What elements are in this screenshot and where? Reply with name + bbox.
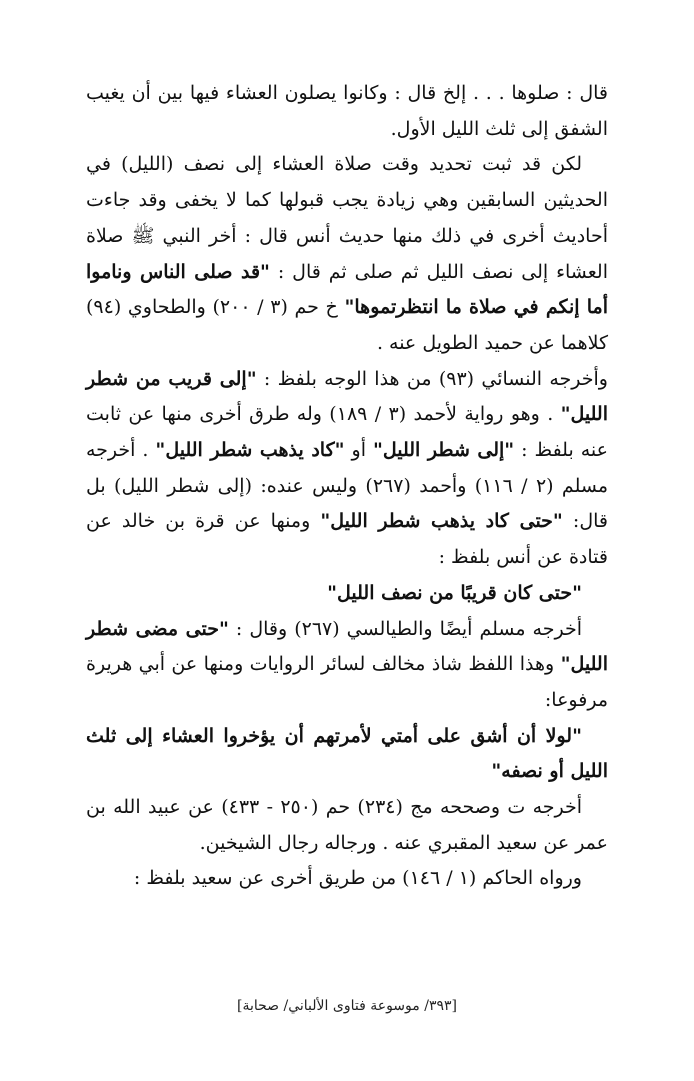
hadith-quote-1: "قد صلى الناس وناموا أما إنكم في صلاة ما انتظرتموها": [86, 260, 609, 319]
paragraph-2: [86, 147, 608, 361]
page-footer: [٣٩٣/ موسوعة فتاوى الألباني/ صحابة]: [237, 998, 457, 1014]
paragraph-1: [86, 76, 608, 147]
paragraph-5: أخرجه ت وصححه مج (٢٣٤) حم (٢٥٠ - ٤٣٣) عن عبيد الله بن عمر عن سعيد المقبري عنه . ورجاله رجال الشيخين.: [86, 796, 608, 854]
hadith-quote-2: "إلى قريب من شطر الليل": [86, 367, 608, 426]
paragraph-3-text-a: وأخرجه النسائي (٩٣) من هذا الوجه بلفظ :: [263, 367, 608, 390]
hadith-quote-6: "حتى كان قريبًا من نصف الليل": [327, 581, 582, 604]
paragraph-2-text: لكن قد ثبت تحديد وقت صلاة العشاء إلى نصف (الليل) في الحديثين السابقين وهي زيادة يجب قبولها كما لا يخفى وقد جاءت أحاديث أخرى في ذلك منها حديث أنس قال : أخر النبي ﷺ صلاة العشاء إلى نصف الليل ثم صلى ثم قال :: [86, 153, 608, 283]
paragraph-4: [86, 612, 608, 719]
hadith-quote-5: "حتى كاد يذهب شطر الليل": [320, 510, 563, 533]
paragraph-2-source: خ حم (٣ / ٢٠٠) والطحاوي (٩٤) كلاهما عن حميد الطويل عنه .: [86, 296, 608, 354]
hadith-quote-7: "حتى مضى شطر الليل": [86, 617, 609, 676]
paragraph-1-text: قال : صلوها . . . إلخ قال : وكانوا يصلون العشاء فيها بين أن يغيب الشفق إلى ثلث الليل الأول.: [86, 82, 608, 140]
paragraph-6: ورواه الحاكم (١ / ١٤٦) من طريق أخرى عن سعيد بلفظ :: [133, 867, 582, 890]
paragraph-3: [86, 362, 608, 576]
paragraph-3-text-e: ومنها عن قرة بن خالد عن قتادة عن أنس بلفظ :: [86, 510, 608, 569]
paragraph-4-text-b: وهذا اللفظ شاذ مخالف لسائر الروايات ومنها عن أبي هريرة مرفوعا:: [86, 653, 608, 711]
paragraph-3-text-d: . أخرجه مسلم (٢ / ١١٦) وأحمد (٢٦٧) وليس عنده: (إلى شطر الليل) بل قال:: [86, 439, 608, 533]
paragraph-3-text-b: . وهو رواية لأحمد (٣ / ١٨٩) وله طرق أخرى منها عن ثابت عنه بلفظ :: [86, 403, 608, 462]
hadith-quote-8: "لولا أن أشق على أمتي لأمرتهم أن يؤخروا العشاء إلى ثلث الليل أو نصفه": [86, 724, 608, 783]
page-body: [86, 76, 608, 1041]
paragraph-4-text-a: أخرجه مسلم أيضًا والطيالسي (٢٦٧) وقال :: [235, 617, 582, 640]
text-block: [86, 76, 608, 897]
paragraph-3-text-c: أو: [351, 439, 366, 462]
hadith-quote-3: "إلى شطر الليل": [372, 439, 515, 462]
hadith-quote-4: "كاد يذهب شطر الليل": [155, 439, 345, 462]
